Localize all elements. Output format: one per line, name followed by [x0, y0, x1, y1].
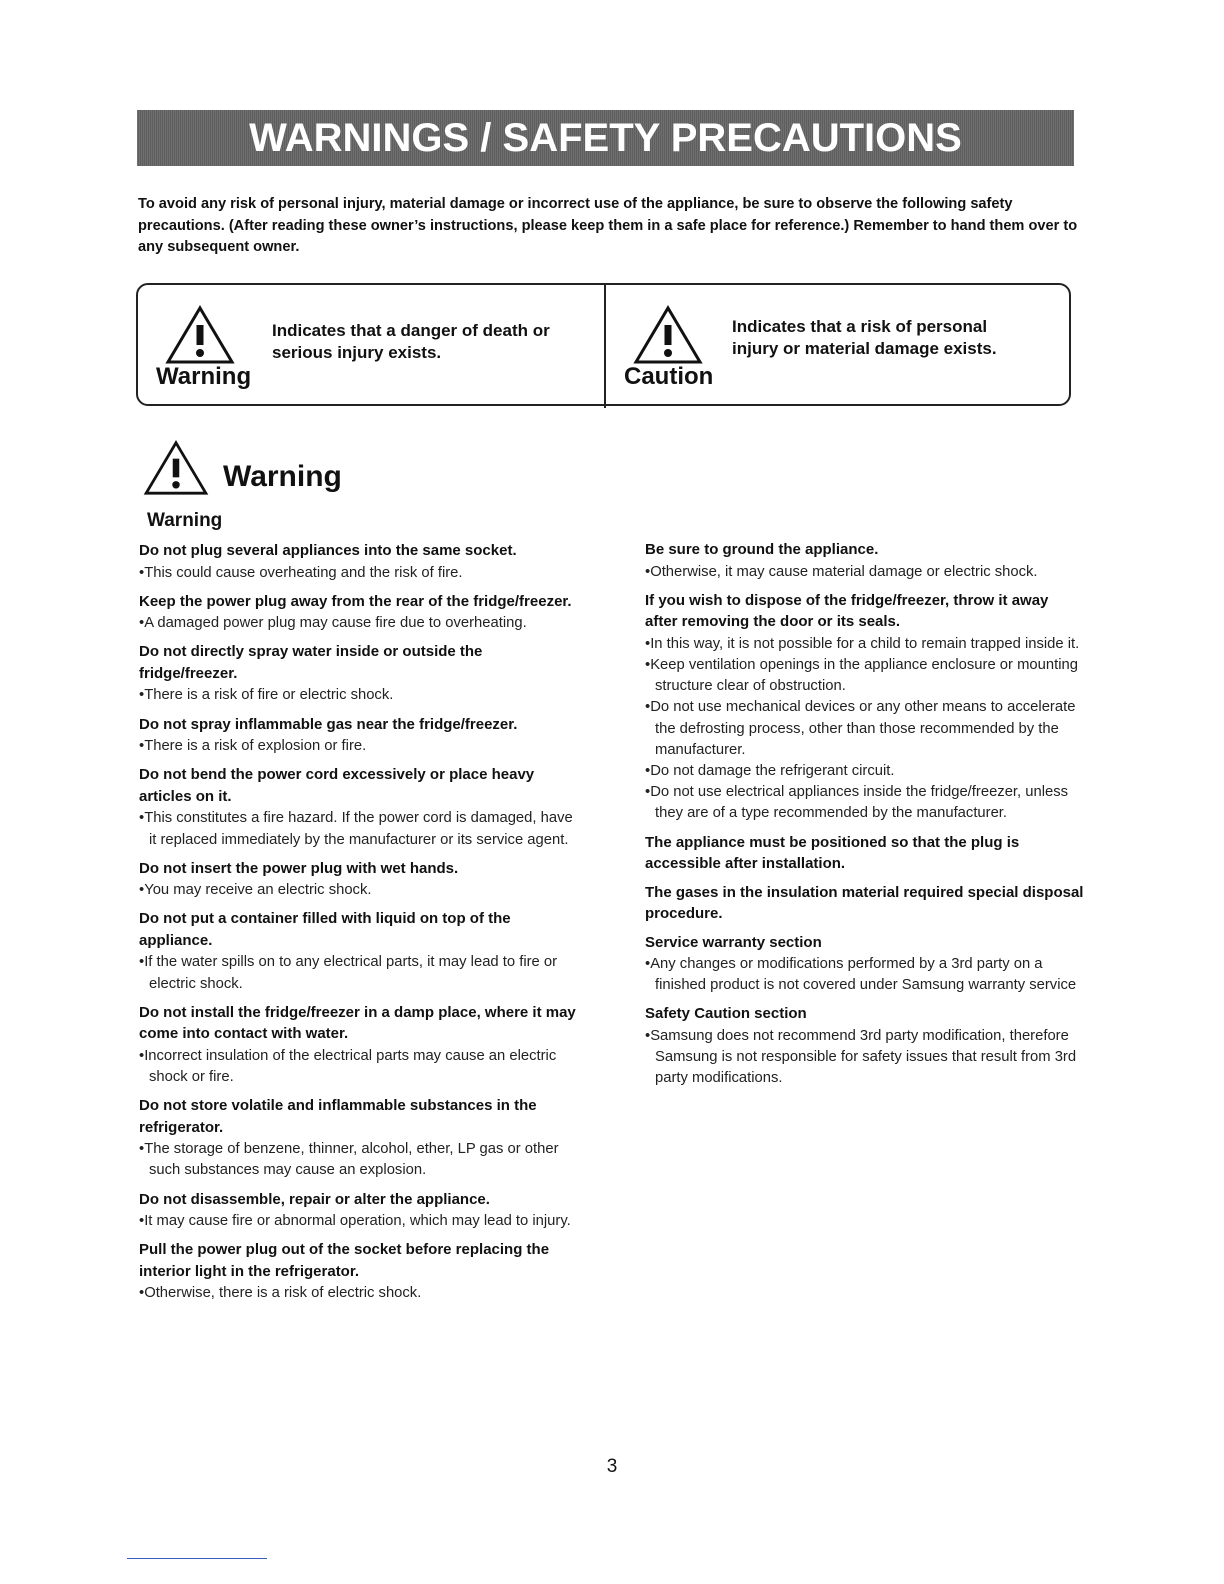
- safety-bullet: • If the water spills on to any electrical parts, it may lead to fire or electric shock.: [139, 952, 579, 994]
- safety-item-bullets: [139, 880, 579, 901]
- safety-item-bullets: [139, 685, 579, 706]
- safety-item-heading: Service warranty section: [645, 933, 822, 951]
- safety-item-heading: Do not plug several appliances into the same socket.: [139, 542, 517, 559]
- safety-item: [139, 764, 579, 850]
- safety-bullet: • Keep ventilation openings in the appliance enclosure or mounting structure clear of obstruction.: [645, 655, 1085, 697]
- safety-item: [139, 858, 579, 902]
- section-warning-icon: [143, 440, 209, 496]
- safety-bullet: • Samsung does not recommend 3rd party modification, therefore Samsung is not responsible for safety issues that result from 3rd party modifications.: [645, 1026, 1085, 1090]
- safety-bullet: • The storage of benzene, thinner, alcohol, ether, LP gas or other such substances may cause an explosion.: [139, 1139, 579, 1181]
- warning-triangle-icon: [165, 305, 235, 365]
- section-subtitle: Warning: [147, 510, 223, 531]
- safety-item-bullets: [139, 1046, 579, 1088]
- safety-bullet: • This could cause overheating and the risk of fire.: [139, 563, 579, 584]
- safety-item-bullets: [139, 808, 579, 850]
- safety-item-bullets: [139, 563, 579, 584]
- safety-bullet: • Do not damage the refrigerant circuit.: [645, 761, 1085, 782]
- safety-item: [645, 932, 1085, 997]
- safety-item: [645, 590, 1085, 825]
- safety-bullet: • Any changes or modifications performed by a 3rd party on a finished product is not covered under Samsung warranty service: [645, 954, 1085, 996]
- footer-line: [127, 1558, 267, 1559]
- safety-item: [139, 1002, 579, 1088]
- left-column: [139, 540, 579, 1312]
- safety-item-bullets: [139, 1283, 579, 1304]
- banner-title: WARNINGS / SAFETY PRECAUTIONS: [249, 115, 962, 160]
- safety-item-heading: Do not insert the power plug with wet hands.: [139, 859, 459, 877]
- legend-caution-line2: injury or material damage exists.: [732, 339, 997, 358]
- safety-item-heading: Do not spray inflammable gas near the fridge/freezer.: [139, 715, 518, 733]
- section-header: [143, 440, 342, 496]
- safety-item-heading: If you wish to dispose of the fridge/freezer, throw it away after removing the door or its seals.: [645, 591, 1049, 631]
- legend-warning-desc: [272, 320, 550, 364]
- safety-item-bullets: [139, 1211, 579, 1232]
- safety-item-bullets: [139, 736, 579, 757]
- page-banner: [137, 110, 1074, 166]
- safety-item-heading: The gases in the insulation material required special disposal procedure.: [645, 883, 1084, 923]
- safety-item: [645, 882, 1085, 925]
- legend-caution-label: Caution: [624, 363, 714, 390]
- safety-item-heading: Do not store volatile and inflammable substances in the refrigerator.: [139, 1097, 537, 1136]
- legend-caution-desc: [732, 316, 997, 360]
- safety-bullet: • Otherwise, there is a risk of electric shock.: [139, 1283, 579, 1304]
- safety-item-heading: Do not bend the power cord excessively or place heavy articles on it.: [139, 766, 535, 805]
- safety-bullet: • Do not use mechanical devices or any other means to accelerate the defrosting process, other than those recommended by the manufacturer.: [645, 697, 1085, 761]
- legend-caution-line1: Indicates that a risk of personal: [732, 317, 988, 336]
- intro-paragraph: To avoid any risk of personal injury, material damage or incorrect use of the appliance, be sure to observe the following safety precautions. (After reading these owner’s instructions, please keep them in a safe place for reference.) Remember to hand them over to any subsequent owner.: [138, 196, 1078, 255]
- legend-warning-label: Warning: [156, 363, 252, 390]
- safety-item: [139, 641, 579, 706]
- safety-bullet: • There is a risk of explosion or fire.: [139, 736, 579, 757]
- safety-item-bullets: [645, 562, 1085, 583]
- safety-item-bullets: [139, 952, 579, 994]
- legend-warning-line2: serious injury exists.: [272, 343, 442, 362]
- safety-item: [139, 1239, 579, 1304]
- safety-bullet: • Incorrect insulation of the electrical parts may cause an electric shock or fire.: [139, 1046, 579, 1088]
- safety-item-bullets: [139, 1139, 579, 1181]
- safety-item: [645, 1003, 1085, 1089]
- safety-item: [139, 908, 579, 994]
- safety-item: [139, 591, 579, 635]
- legend-warning: [138, 285, 604, 405]
- section-title: Warning: [223, 460, 342, 493]
- safety-bullet: • In this way, it is not possible for a child to remain trapped inside it.: [645, 634, 1085, 655]
- caution-triangle-icon: [633, 305, 703, 365]
- legend-warning-line1: Indicates that a danger of death or: [272, 321, 550, 340]
- safety-item: [139, 714, 579, 758]
- legend-box: [136, 283, 1071, 406]
- safety-bullet: • You may receive an electric shock.: [139, 880, 579, 901]
- safety-bullet: • Do not use electrical appliances inside the fridge/freezer, unless they are of a type recommended by the manufacturer.: [645, 782, 1085, 824]
- safety-item: [139, 540, 579, 584]
- safety-item: [645, 832, 1085, 875]
- legend-caution: [606, 285, 1071, 405]
- safety-item-heading: Do not directly spray water inside or outside the fridge/freezer.: [139, 643, 483, 682]
- safety-item-heading: Do not put a container filled with liquid on top of the appliance.: [139, 910, 511, 949]
- right-column: [645, 539, 1085, 1097]
- safety-item-bullets: [645, 1026, 1085, 1090]
- safety-item-heading: Safety Caution section: [645, 1005, 807, 1023]
- safety-item-heading: Keep the power plug away from the rear of the fridge/freezer.: [139, 592, 572, 610]
- safety-item: [139, 1189, 579, 1233]
- safety-item-bullets: [139, 613, 579, 634]
- page-number: 3: [606, 1456, 618, 1477]
- safety-item-heading: The appliance must be positioned so that the plug is accessible after installation.: [645, 833, 1020, 873]
- safety-item-bullets: [645, 954, 1085, 996]
- safety-bullet: • A damaged power plug may cause fire due to overheating.: [139, 613, 579, 634]
- safety-item-heading: Do not install the fridge/freezer in a damp place, where it may come into contact with water.: [139, 1003, 576, 1043]
- safety-item: [645, 539, 1085, 583]
- safety-item-heading: Pull the power plug out of the socket before replacing the interior light in the refrigerator.: [139, 1241, 550, 1280]
- safety-item-heading: Be sure to ground the appliance.: [645, 541, 879, 558]
- safety-bullet: • There is a risk of fire or electric shock.: [139, 685, 579, 706]
- safety-item-bullets: [645, 634, 1085, 825]
- safety-bullet: • This constitutes a fire hazard. If the power cord is damaged, have it replaced immediately by the manufacturer or its service agent.: [139, 808, 579, 850]
- safety-item: [139, 1095, 579, 1181]
- safety-bullet: • Otherwise, it may cause material damage or electric shock.: [645, 562, 1085, 583]
- safety-item-heading: Do not disassemble, repair or alter the appliance.: [139, 1190, 490, 1208]
- safety-bullet: • It may cause fire or abnormal operation, which may lead to injury.: [139, 1211, 579, 1232]
